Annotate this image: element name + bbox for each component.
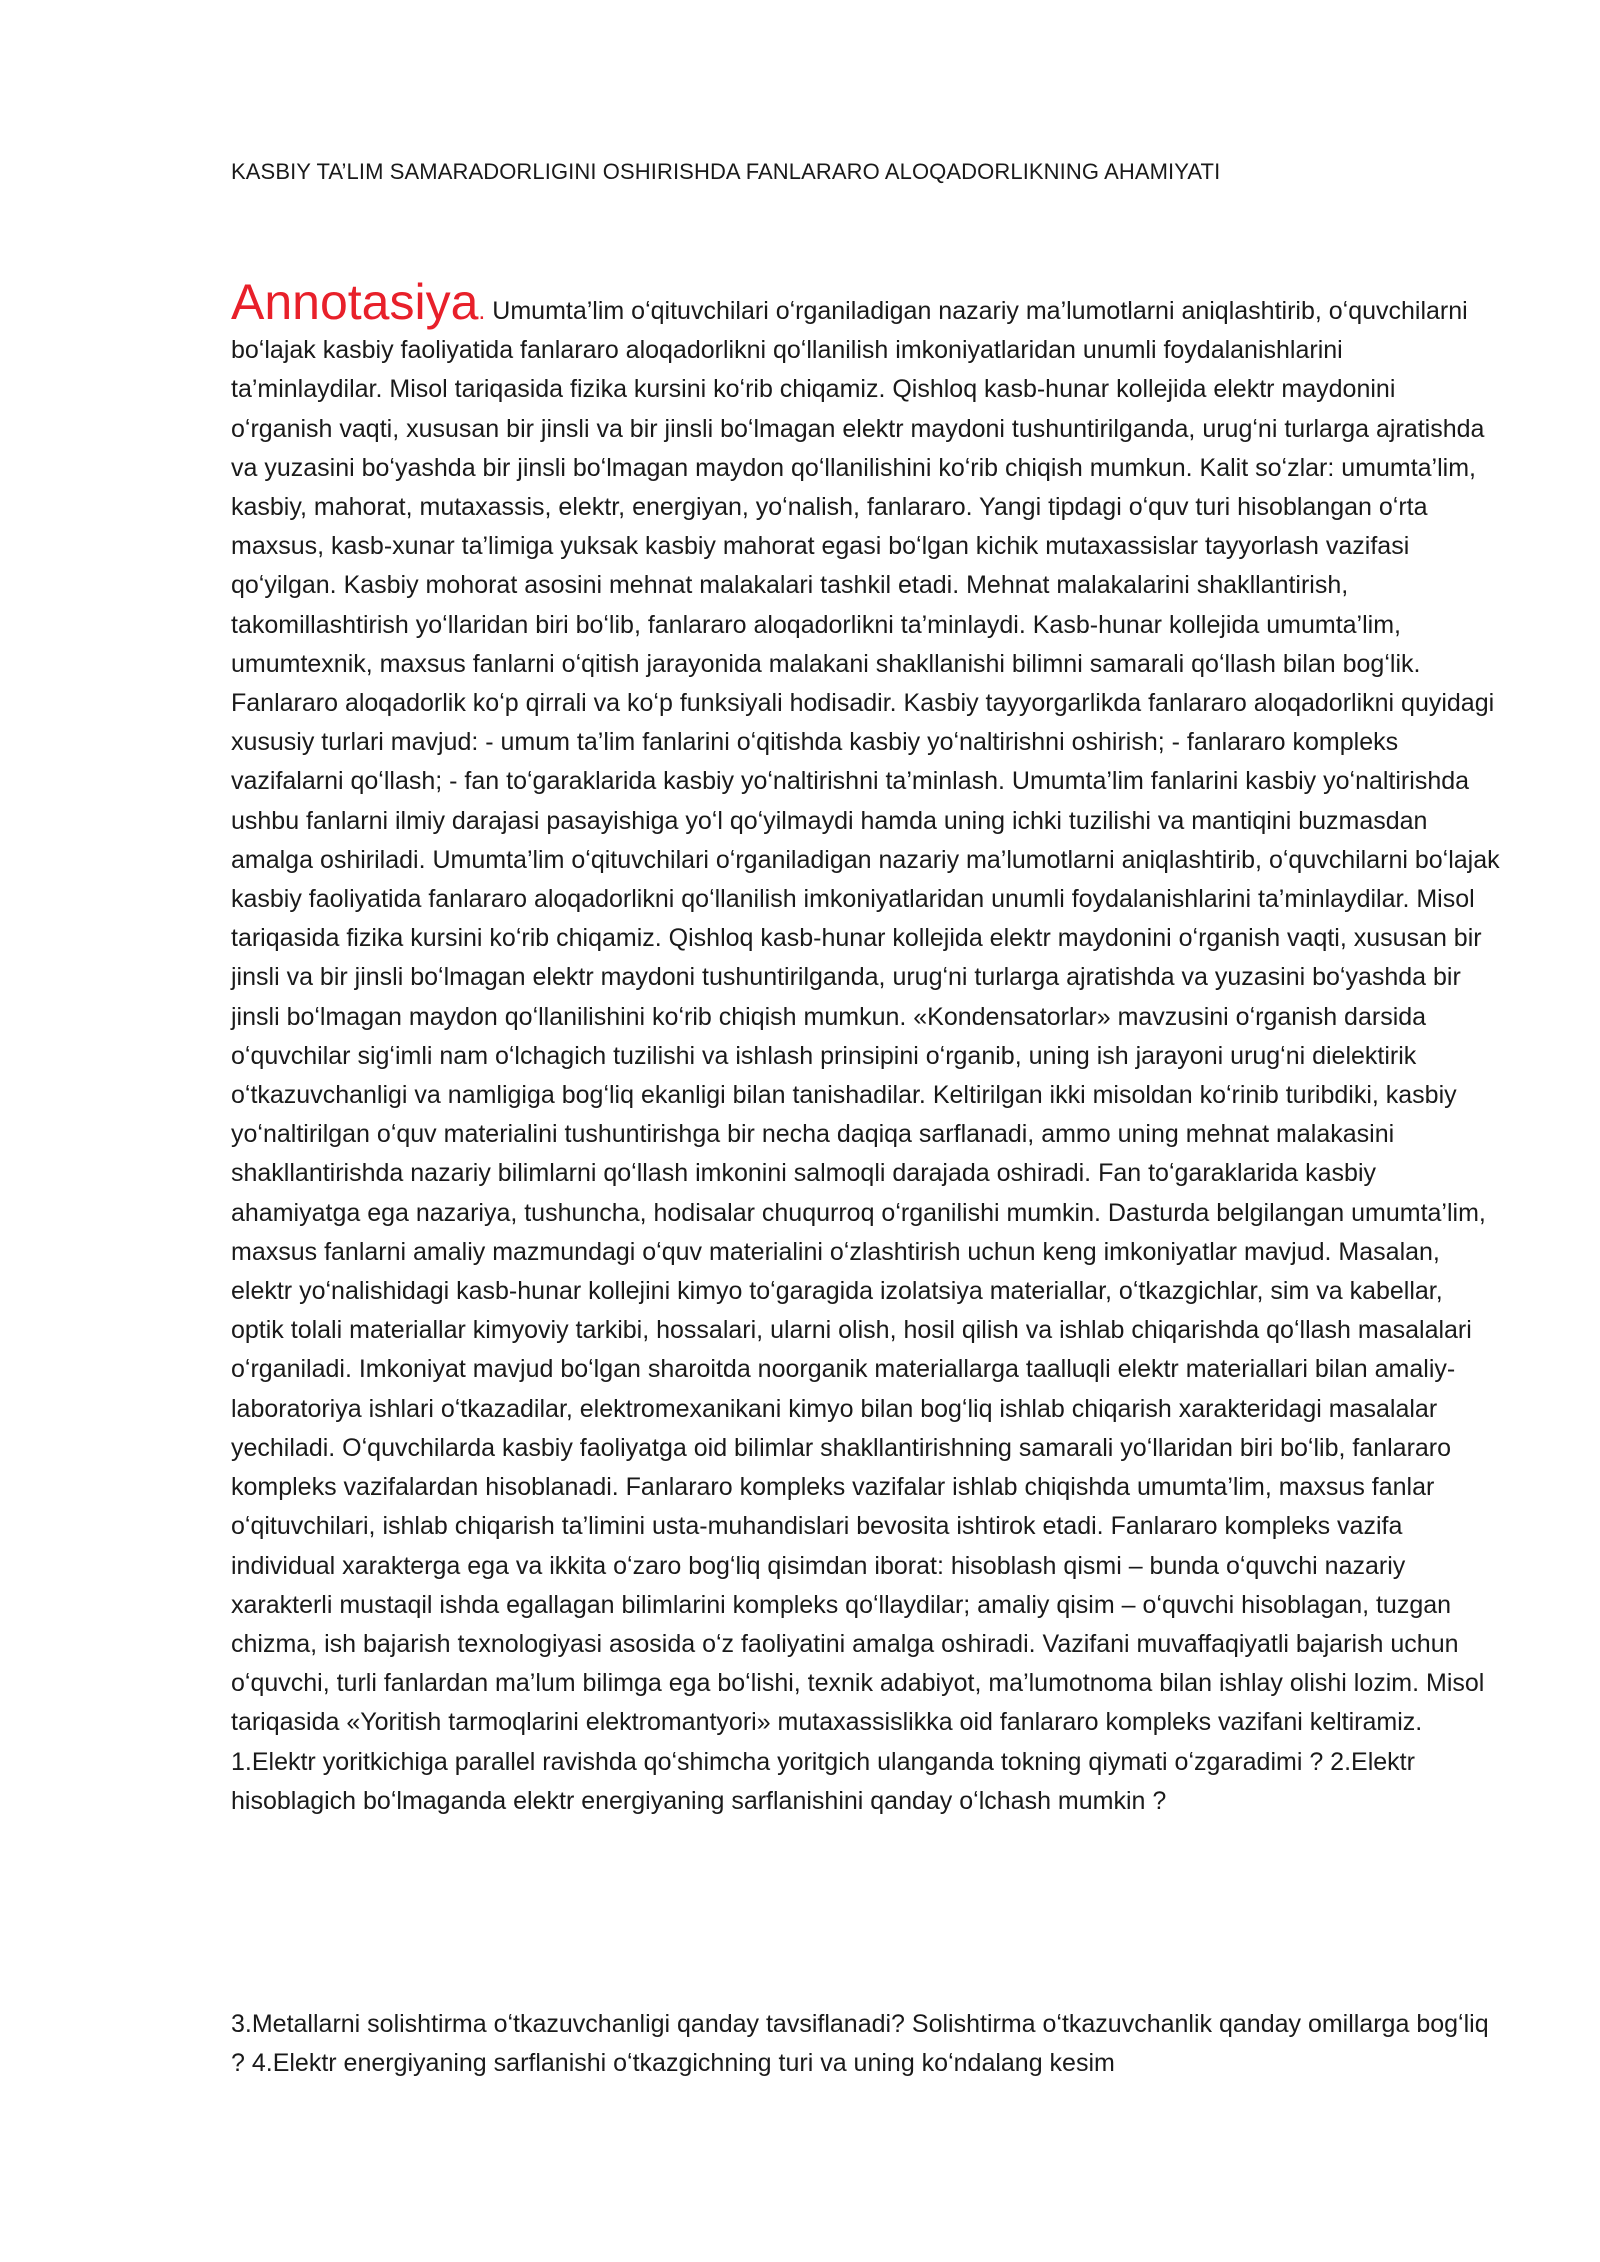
document-page: [231, 0, 1501, 2262]
annotation-label: Annotasiya: [231, 274, 479, 330]
document-title: KASBIY TA’LIM SAMARADORLIGINI OSHIRISHDA FANLARARO ALOQADORLIKNING AHAMIYATI: [231, 159, 1221, 184]
second-paragraph: 3.Metallarni solishtirma oʻtkazuvchanligi qanday tavsiflanadi? Solishtirma oʻtkazuvchanlik qanday omillarga bogʻliq ? 4.Elektr energiyaning sarflanishi oʻtkazgichning turi va uning koʻndalang kesim: [231, 2010, 1489, 2078]
annotation-body-text: Umumta’lim oʻqituvchilari oʻrganiladigan nazariy ma’lumotlarni aniqlashtirib, oʻquvchilarni boʻlajak kasbiy faoliyatida fanlararo aloqadorlikni qoʻllanilish imkoniyatlaridan unumli foydalanishlarini ta’minlaydilar. Misol tariqasida fizika kursini koʻrib chiqamiz. Qishloq kasb-hunar kollejida elektr maydonini oʻrganish vaqti, xususan bir jinsli va bir jinsli boʻlmagan elektr maydoni tushuntirilganda, urugʻni turlarga ajratishda va yuzasini boʻyashda bir jinsli boʻlmagan maydon qoʻllanilishini koʻrib chiqish mumkun. Kalit soʻzlar: umumta’lim, kasbiy, mahorat, mutaxassis, elektr, energiyan, yoʻnalish, fanlararo. Yangi tipdagi oʻquv turi hisoblangan oʻrta maxsus, kasb-xunar ta’limiga yuksak kasbiy mahorat egasi boʻlgan kichik mutaxassislar tayyorlash vazifasi qoʻyilgan. Kasbiy mohorat asosini mehnat malakalari tashkil etadi. Mehnat malakalarini shakllantirish, takomillashtirish yoʻllaridan biri boʻlib, fanlararo aloqadorlikni ta’minlaydi. Kasb-hunar kollejida umumta’lim, umumtexnik, maxsus fanlarni oʻqitish jarayonida malakani shakllanishi bilimni samarali qoʻllash bilan bogʻlik. Fanlararo aloqadorlik koʻp qirrali va koʻp funksiyali hodisadir. Kasbiy tayyorgarlikda fanlararo aloqadorlikni quyidagi xususiy turlari mavjud: - umum ta’lim fanlarini oʻqitishda kasbiy yoʻnaltirishni oshirish; - fanlararo kompleks vazifalarni qoʻllash; - fan toʻgaraklarida kasbiy yoʻnaltirishni ta’minlash. Umumta’lim fanlarini kasbiy yoʻnaltirishda ushbu fanlarni ilmiy darajasi pasayishiga yoʻl qoʻyilmaydi hamda uning ichki tuzilishi va mantiqini buzmasdan amalga oshiriladi. Umumta’lim oʻqituvchilari oʻrganiladigan nazariy ma’lumotlarni aniqlashtirib, oʻquvchilarni boʻlajak kasbiy faoliyatida fanlararo aloqadorlikni qoʻllanilish imkoniyatlaridan unumli foydalanishlarini ta’minlaydilar. Misol tariqasida fizika kursini koʻrib chiqamiz. Qishloq kasb-hunar kollejida elektr maydonini oʻrganish vaqti, xususan bir jinsli va bir jinsli boʻlmagan elektr maydoni tushuntirilganda, urugʻni turlarga ajratishda va yuzasini boʻyashda bir jinsli boʻlmagan maydon qoʻllanilishini koʻrib chiqish mumkun. «Kondensatorlar» mavzusini oʻrganish darsida oʻquvchilar sigʻimli nam oʻlchagich tuzilishi va ishlash prinsipini oʻrganib, uning ish jarayoni urugʻni dielektirik oʻtkazuvchanligi va namligiga bogʻliq ekanligi bilan tanishadilar. Keltirilgan ikki misoldan koʻrinib turibdiki, kasbiy yoʻnaltirilgan oʻquv materialini tushuntirishga bir necha daqiqa sarflanadi, ammo uning mehnat malakasini shakllantirishda nazariy bilimlarni qoʻllash imkonini salmoqli darajada oshiradi. Fan toʻgaraklarida kasbiy ahamiyatga ega nazariya, tushuncha, hodisalar chuqurroq oʻrganilishi mumkin. Dasturda belgilangan umumta’lim, maxsus fanlarni amaliy mazmundagi oʻquv materialini oʻzlashtirish uchun keng imkoniyatlar mavjud. Masalan, elektr yoʻnalishidagi kasb-hunar kollejini kimyo toʻgaragida izolatsiya materiallar, oʻtkazgichlar, sim va kabellar, optik tolali materiallar kimyoviy tarkibi, hossalari, ularni olish, hosil qilish va ishlab chiqarishda qoʻllash masalalari oʻrganiladi. Imkoniyat mavjud boʻlgan sharoitda noorganik materiallarga taalluqli elektr materiallari bilan amaliy-laboratoriya ishlari oʻtkazadilar, elektromexanikani kimyo bilan bogʻliq ishlab chiqarish xarakteridagi masalalar yechiladi. Oʻquvchilarda kasbiy faoliyatga oid bilimlar shakllantirishning samarali yoʻllaridan biri boʻlib, fanlararo kompleks vazifalardan hisoblanadi. Fanlararo kompleks vazifalar ishlab chiqishda umumta’lim, maxsus fanlar oʻqituvchilari, ishlab chiqarish ta’limini usta-muhandislari bevosita ishtirok etadi. Fanlararo kompleks vazifa individual xarakterga ega va ikkita oʻzaro bogʻliq qisimdan iborat: hisoblash qismi – bunda oʻquvchi nazariy xarakterli mustaqil ishda egallagan bilimlarini kompleks qoʻllaydilar; amaliy qisim – oʻquvchi hisoblagan, tuzgan chizma, ish bajarish texnologiyasi asosida oʻz faoliyatini amalga oshiradi. Vazifani muvaffaqiyatli bajarish uchun oʻquvchi, turli fanlardan ma’lum bilimga ega boʻlishi, texnik adabiyot, ma’lumotnoma bilan ishlay olishi lozim. Misol tariqasida «Yoritish tarmoqlarini elektromantyori» mutaxassislikka oid fanlararo kompleks vazifani keltiramiz. 1.Elektr yoritkichiga parallel ravishda qoʻshimcha yoritgich ulanganda tokning qiymati oʻzgaradimi ? 2.Elektr hisoblagich boʻlmaganda elektr energiyaning sarflanishini qanday oʻlchash mumkin ?: [231, 297, 1500, 1815]
annotation-paragraph: [231, 274, 1501, 1821]
annotation-dot: .: [478, 297, 486, 325]
